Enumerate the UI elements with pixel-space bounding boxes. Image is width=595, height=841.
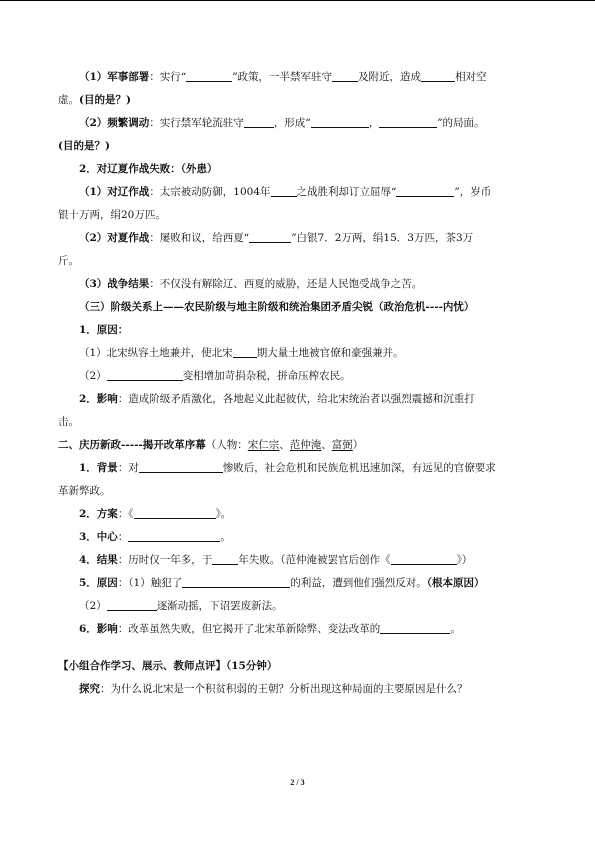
fill-blank[interactable] [271, 184, 297, 197]
person-name: 富弼 [331, 439, 353, 451]
line-inquiry: 探究：为什么说北宋是一个积贫积弱的王朝？分析出现这种局面的主要原因是什么？ [79, 683, 468, 695]
fill-blank[interactable] [134, 506, 216, 519]
section-qingli-reform-heading: 二、庆历新政-----揭开改革序幕（人物：宋仁宗、范仲淹、富弼） [58, 439, 364, 451]
fill-blank[interactable] [186, 69, 232, 82]
line-land-annexation: （1）北宋纵容土地兼并，使北宋 期大量土地被官僚和豪强兼并。 [79, 347, 404, 359]
fill-blank[interactable] [332, 69, 358, 82]
line-frequent-transfer: （2）频繁调动：实行禁军轮流驻守 ，形成“ ， ”的局面。 [79, 117, 485, 129]
fill-blank[interactable] [396, 184, 454, 197]
line-impact: 2．影响：造成阶级矛盾激化，各地起义此起彼伏，给北宋统治者以强烈震撼和沉重打 [79, 393, 475, 405]
fill-blank[interactable] [182, 575, 290, 588]
section-class-relations-heading: （三）阶级关系上——农民阶级与地主阶级和统治集团矛盾尖锐（政治危机----内忧） [79, 301, 475, 313]
line-reason: 5．原因：（1）触犯了 的利益，遭到他们强烈反对。（根本原因） [79, 577, 485, 589]
line-taxes: （2） 变相增加苛捐杂税，拼命压榨农民。 [79, 370, 351, 382]
line-liao-war-cont: 银十万两，绢20万匹。 [58, 209, 166, 221]
line-reason-2: （2） 逐渐动摇，下诏罢废新法。 [79, 600, 283, 612]
line-military-deployment-cont: 虚。(目的是？) [58, 94, 131, 106]
line-liao-war: （1）对辽作战：太宗被动防御，1004年 之战胜利却订立屈辱“ ”，岁币 [79, 186, 492, 198]
fill-blank[interactable] [244, 115, 274, 128]
fill-blank[interactable] [128, 529, 220, 542]
line-background: 1．背景：对 惨败后，社会危机和民族危机迅速加深，有远见的官僚要求 [79, 462, 496, 474]
line-center: 3．中心： 。 [79, 531, 231, 543]
line-background-cont: 革新弊政。 [58, 485, 111, 497]
section-group-study-heading: 【小组合作学习、展示、教师点评】（15分钟） [58, 660, 278, 672]
line-war-result: （3）战争结果：不仅没有解除辽、西夏的威胁，还是人民饱受战争之苦。 [79, 278, 423, 290]
page-number: 2 / 3 [290, 778, 305, 787]
fill-blank[interactable] [233, 345, 257, 358]
line-impact-cont: 击。 [58, 416, 79, 428]
fill-blank[interactable] [212, 552, 238, 565]
fill-blank[interactable] [249, 230, 291, 243]
line-plan: 2．方案：《 》。 [79, 508, 232, 520]
fill-blank[interactable] [107, 368, 183, 381]
person-name: 宋仁宗 [247, 439, 280, 451]
fill-blank[interactable] [379, 115, 437, 128]
line-war-failure-heading: 2．对辽夏作战失败：（外患） [79, 163, 218, 175]
line-xia-war-cont: 斤。 [58, 255, 79, 267]
top-rule [0, 0, 595, 1]
person-name: 范仲淹 [289, 439, 322, 451]
line-xia-war: （2）对夏作战：屡败和议，给西夏“ ”白银7．2万两，绢15．3万匹，茶3万 [79, 232, 474, 244]
line-military-deployment: （1）军事部署：实行“ ”政策，一半禁军驻守 及附近，造成 相对空 [79, 71, 487, 83]
fill-blank[interactable] [311, 115, 369, 128]
fill-blank[interactable] [391, 552, 457, 565]
fill-blank[interactable] [421, 69, 455, 82]
fill-blank[interactable] [380, 621, 450, 634]
line-influence: 6．影响：改革虽然失败，但它揭开了北宋革新除弊、变法改革的 。 [79, 623, 461, 635]
document-body [58, 69, 542, 704]
line-result: 4．结果：历时仅一年多，于 年失败。（范仲淹被罢官后创作《 》） [79, 554, 473, 566]
line-purpose: (目的是？) [58, 140, 110, 152]
line-cause-heading: 1．原因： [79, 324, 129, 336]
fill-blank[interactable] [107, 598, 157, 611]
fill-blank[interactable] [139, 460, 223, 473]
